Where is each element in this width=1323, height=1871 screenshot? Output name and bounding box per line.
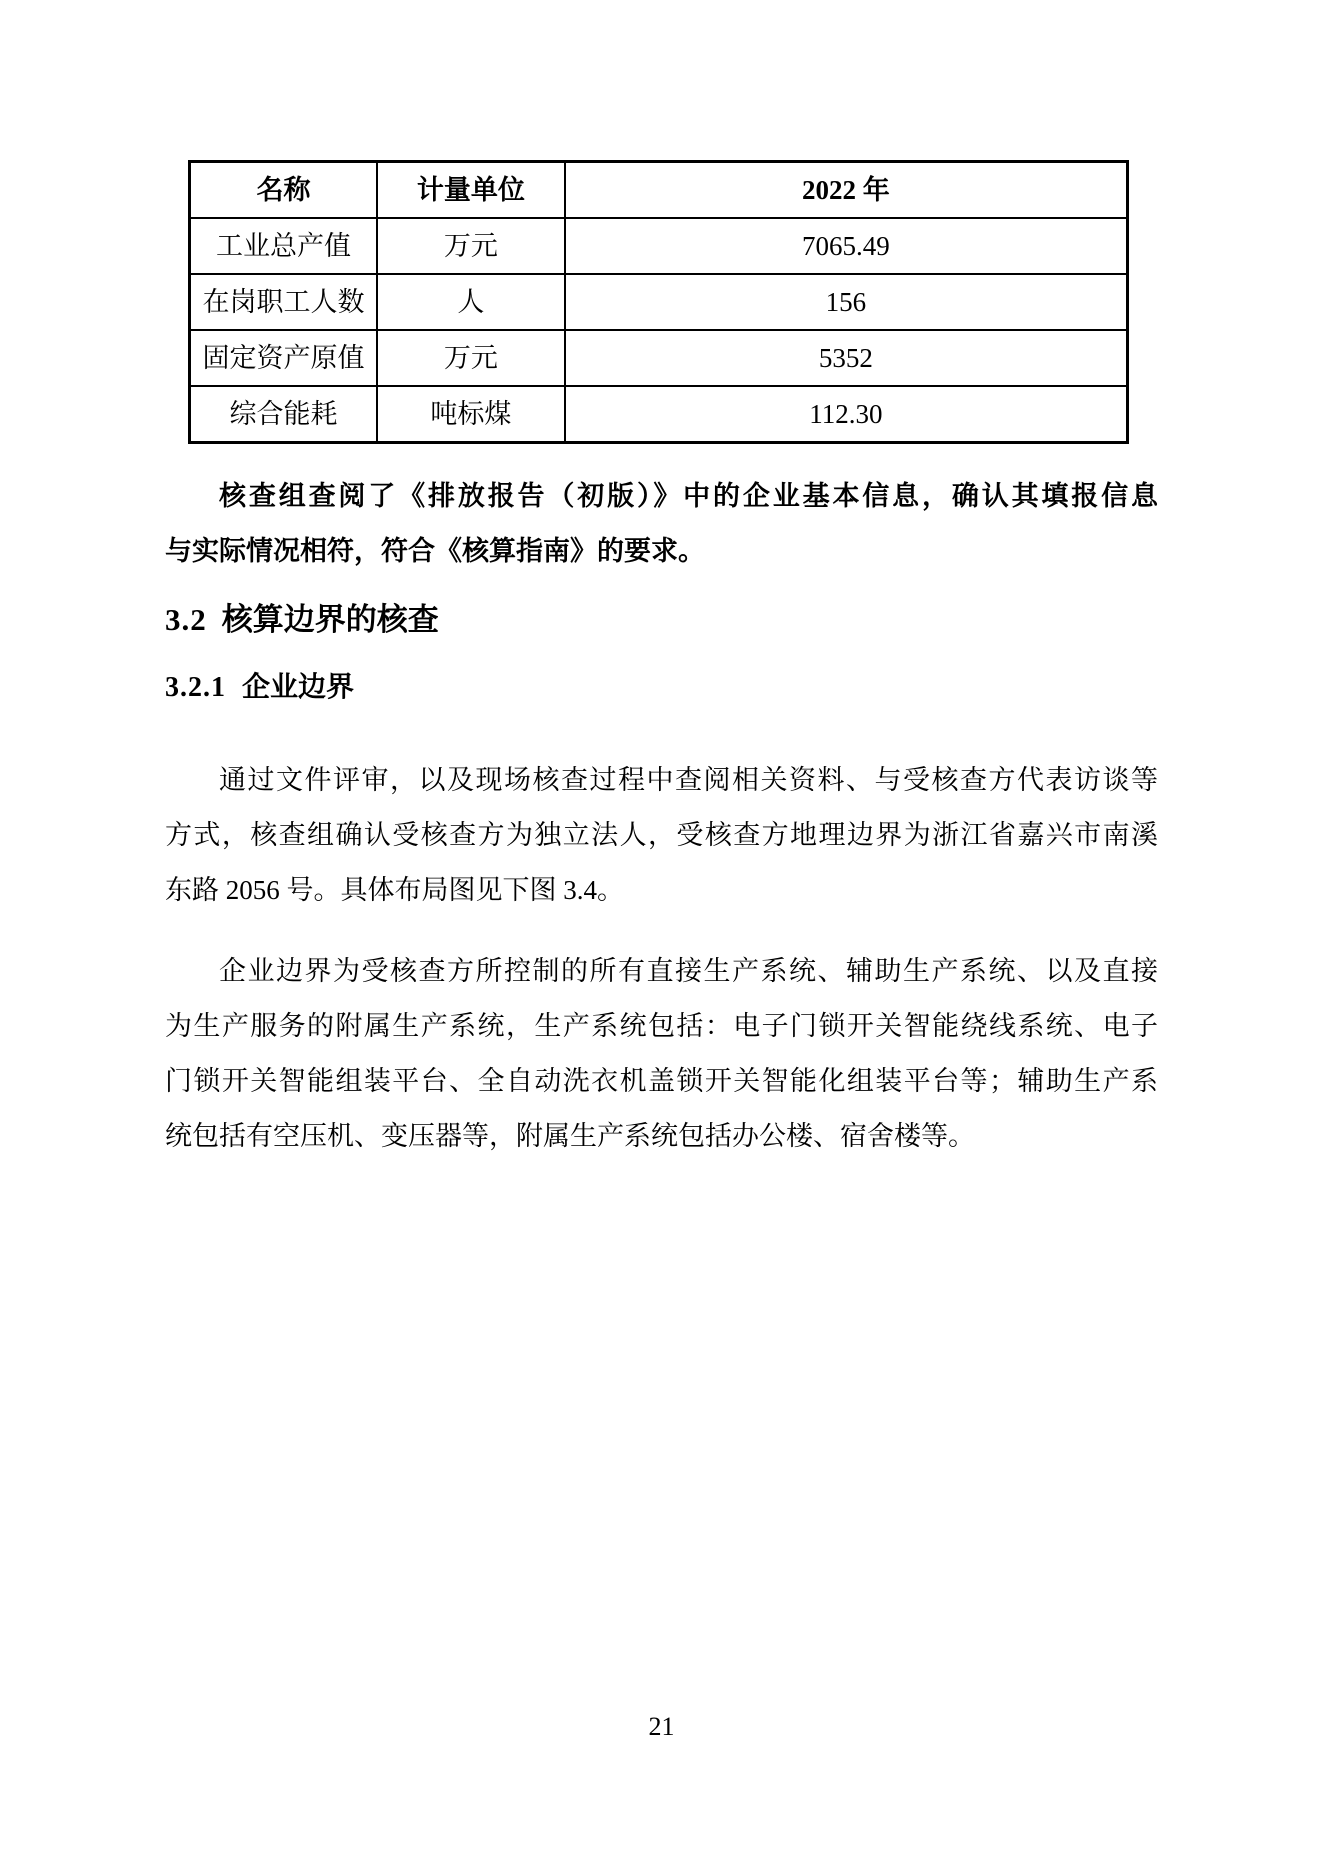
paragraph-line: 门锁开关智能组装平台、全自动洗衣机盖锁开关智能化组装平台等；辅助生产系 (165, 1066, 1158, 1096)
cell-unit: 万元 (377, 330, 565, 386)
paragraph-line: 通过文件评审，以及现场核查过程中查阅相关资料、与受核查方代表访谈等 (219, 765, 1158, 795)
section-title: 核算边界的核查 (221, 602, 439, 637)
cell-value: 156 (565, 274, 1128, 330)
table-row (190, 218, 1128, 274)
table-row (190, 274, 1128, 330)
header-cell-unit: 计量单位 (377, 162, 565, 219)
paragraph-boundary-systems (165, 944, 1158, 1164)
paragraph-line: 企业边界为受核查方所控制的所有直接生产系统、辅助生产系统、以及直接 (219, 956, 1158, 986)
paragraph-line: 方式，核查组确认受核查方为独立法人，受核查方地理边界为浙江省嘉兴市南溪 (165, 820, 1158, 850)
cell-indicator-name: 固定资产原值 (190, 330, 378, 386)
section-number: 3.2 (165, 602, 207, 637)
section-title: 企业边界 (242, 672, 355, 703)
header-cell-year: 2022 年 (565, 162, 1128, 219)
paragraph-line: 东路 2056 号。具体布局图见下图 3.4。 (165, 875, 624, 905)
paragraph-line: 为生产服务的附属生产系统，生产系统包括：电子门锁开关智能绕线系统、电子 (165, 1011, 1158, 1041)
table-row (190, 386, 1128, 443)
heading-section-3-2-1 (165, 669, 1158, 707)
section-number: 3.2.1 (165, 672, 226, 703)
cell-indicator-name: 工业总产值 (190, 218, 378, 274)
cell-indicator-name: 综合能耗 (190, 386, 378, 443)
cell-value: 7065.49 (565, 218, 1128, 274)
paragraph-boundary-location (165, 753, 1158, 918)
table-row (190, 330, 1128, 386)
paragraph-line: 统包括有空压机、变压器等，附属生产系统包括办公楼、宿舍楼等。 (165, 1121, 975, 1151)
company-info-table (188, 160, 1129, 444)
cell-unit: 吨标煤 (377, 386, 565, 443)
cell-unit: 人 (377, 274, 565, 330)
page-number: 21 (648, 1712, 675, 1741)
header-cell-name: 名称 (190, 162, 378, 219)
paragraph-review-conclusion (165, 469, 1158, 579)
cell-value: 112.30 (565, 386, 1128, 443)
cell-indicator-name: 在岗职工人数 (190, 274, 378, 330)
page-content (165, 160, 1158, 1164)
paragraph-line: 与实际情况相符，符合《核算指南》的要求。 (165, 536, 705, 566)
heading-section-3-2 (165, 599, 1158, 641)
paragraph-line: 核查组查阅了《排放报告（初版）》中的企业基本信息，确认其填报信息 (219, 481, 1158, 511)
cell-unit: 万元 (377, 218, 565, 274)
table-header-row (190, 162, 1128, 219)
cell-value: 5352 (565, 330, 1128, 386)
